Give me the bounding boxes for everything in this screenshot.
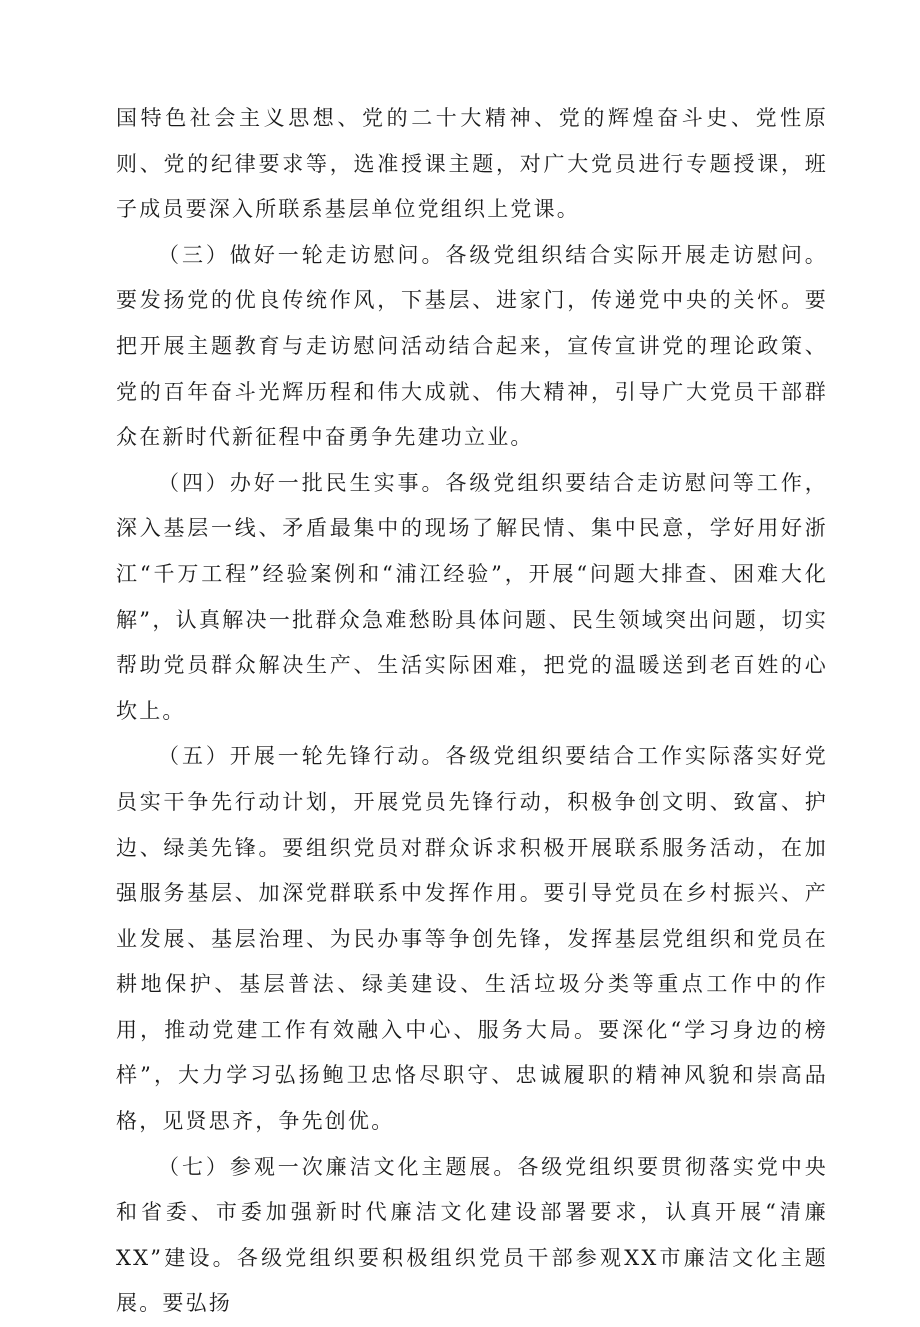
paragraph-section-7: （七）参观一次廉洁文化主题展。各级党组织要贯彻落实党中央和省委、市委加强新时代廉洁文化建设部署要求，认真开展“清廉XX”建设。各级党组织要积极组织党员干部参观XX市廉洁文化主题展。要弘扬	[116, 1154, 828, 1316]
document-body	[116, 96, 828, 1327]
paragraph-section-5: （五）开展一轮先锋行动。各级党组织要结合工作实际落实好党员实干争先行动计划，开展党员先锋行动，积极争创文明、致富、护边、绿美先锋。要组织党员对群众诉求积极开展联系服务活动，在加强服务基层、加深党群联系中发挥作用。要引导党员在乡村振兴、产业发展、基层治理、为民办事等争创先锋，发挥基层党组织和党员在耕地保护、基层普法、绿美建设、生活垃圾分类等重点工作中的作用，推动党建工作有效融入中心、服务大局。要深化“学习身边的榜样”，大力学习弘扬鲍卫忠恪尽职守、忠诚履职的精神风貌和崇高品格，见贤思齐，争先创优。	[116, 744, 828, 1134]
paragraph-continuation: 国特色社会主义思想、党的二十大精神、党的辉煌奋斗史、党性原则、党的纪律要求等，选准授课主题，对广大党员进行专题授课，班子成员要深入所联系基层单位党组织上党课。	[116, 106, 828, 222]
paragraph-section-3: （三）做好一轮走访慰问。各级党组织结合实际开展走访慰问。要发扬党的优良传统作风，下基层、进家门，传递党中央的关怀。要把开展主题教育与走访慰问活动结合起来，宣传宣讲党的理论政策、党的百年奋斗光辉历程和伟大成就、伟大精神，引导广大党员干部群众在新时代新征程中奋勇争先建功立业。	[116, 242, 828, 450]
paragraph-section-4: （四）办好一批民生实事。各级党组织要结合走访慰问等工作，深入基层一线、矛盾最集中的现场了解民情、集中民意，学好用好浙江“千万工程”经验案例和“浦江经验”，开展“问题大排查、困难大化解”，认真解决一批群众急难愁盼具体问题、民生领域突出问题，切实帮助党员群众解决生产、生活实际困难，把党的温暖送到老百姓的心坎上。	[116, 470, 828, 723]
